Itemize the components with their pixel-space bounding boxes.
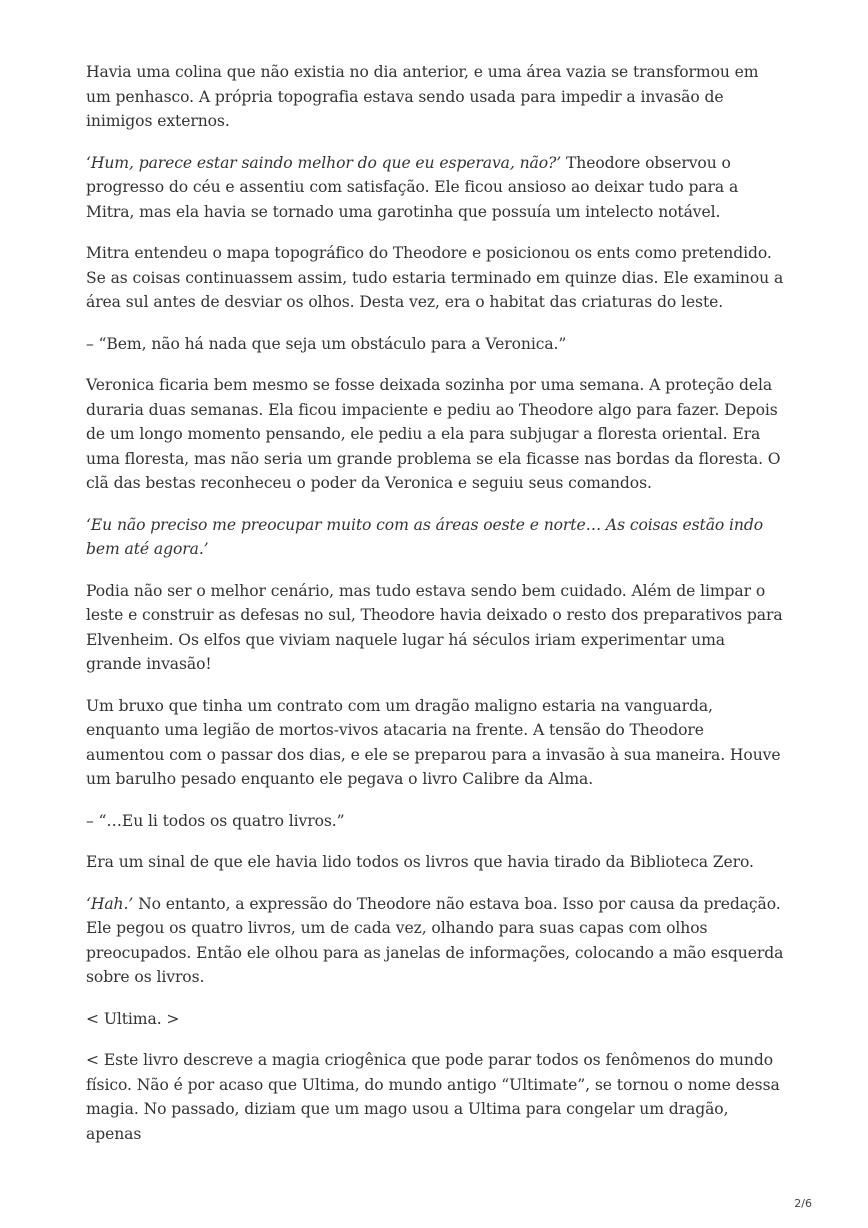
paragraph-8: Um bruxo que tinha um contrato com um dragão maligno estaria na vanguarda, enquanto uma legião de mortos-vivos atacaria na frente. A tensão do Theodore aumentou com o passar dos dias, e ele se preparou para a invasão à sua maneira. Houve um barulho pesado enquanto ele pegava o livro Calibre da Alma. [86,696,781,788]
paragraph-1: Havia uma colina que não existia no dia anterior, e uma área vazia se transformou em um penhasco. A própria topografia estava sendo usada para impedir a invasão de inimigos externos. [86,63,759,130]
page-number: 2/6 [794,1197,812,1210]
paragraph-4-dialogue: – “Bem, não há nada que seja um obstáculo para a Veronica.” [86,334,567,353]
paragraph-10: Era um sinal de que ele havia lido todos os livros que havia tirado da Biblioteca Zero. [86,853,754,871]
paragraph-2 [86,151,784,225]
paragraph-13-window: < Este livro descreve a magia criogênica que pode parar todos os fenômenos do mundo físico. Não é por acaso que Ultima, do mundo antigo “Ultimate”, se tornou o nome dessa magia. No passado, diziam que um mago usou a Ultima para congelar um dragão, apenas [86,1051,780,1143]
paragraph-6-thought: ‘Eu não preciso me preocupar muito com as áreas oeste e norte… As coisas estão indo bem até agora.’ [86,515,764,558]
paragraph-2-thought: ‘Hum, parece estar saindo melhor do que eu esperava, não?’ [86,153,562,172]
paragraph-12-window: < Ultima. > [86,1009,180,1028]
paragraph-9-dialogue: – “…Eu li todos os quatro livros.” [86,811,345,830]
paragraph-7: Podia não ser o melhor cenário, mas tudo estava sendo bem cuidado. Além de limpar o leste e construir as defesas no sul, Theodore havia deixado o resto dos preparativos para Elvenheim. Os elfos que viviam naquele lugar há séculos iriam experimentar uma grande invasão! [86,581,783,673]
paragraph-11-thought: ‘Hah.’ [86,894,134,913]
paragraph-3: Mitra entendeu o mapa topográfico do Theodore e posicionou os ents como pretendido. Se as coisas continuassem assim, tudo estaria terminado em quinze dias. Ele examinou a área sul antes de desviar os olhos. Desta vez, era o habitat das criaturas do leste. [86,244,784,311]
paragraph-11 [86,892,784,990]
paragraph-5: Veronica ficaria bem mesmo se fosse deixada sozinha por uma semana. A proteção dela duraria duas semanas. Ela ficou impaciente e pediu ao Theodore algo para fazer. Depois de um longo momento pensando, ele pediu a ela para subjugar a floresta oriental. Era uma floresta, mas não seria um grande problema se ela ficasse nas bordas da floresta. O clã das bestas reconheceu o poder da Veronica e seguiu seus comandos. [86,376,781,492]
document-body [86,60,784,1163]
paragraph-2-text: Theodore observou o progresso do céu e assentiu com satisfação. Ele ficou ansioso ao deixar tudo para a Mitra, mas ela havia se tornado uma garotinha que possuía um intelecto notável. [86,153,739,221]
paragraph-11-text: No entanto, a expressão do Theodore não estava boa. Isso por causa da predação. Ele pegou os quatro livros, um de cada vez, olhando para suas capas com olhos preocupados. Então ele olhou para as janelas de informações, colocando a mão esquerda sobre os livros. [86,894,784,986]
